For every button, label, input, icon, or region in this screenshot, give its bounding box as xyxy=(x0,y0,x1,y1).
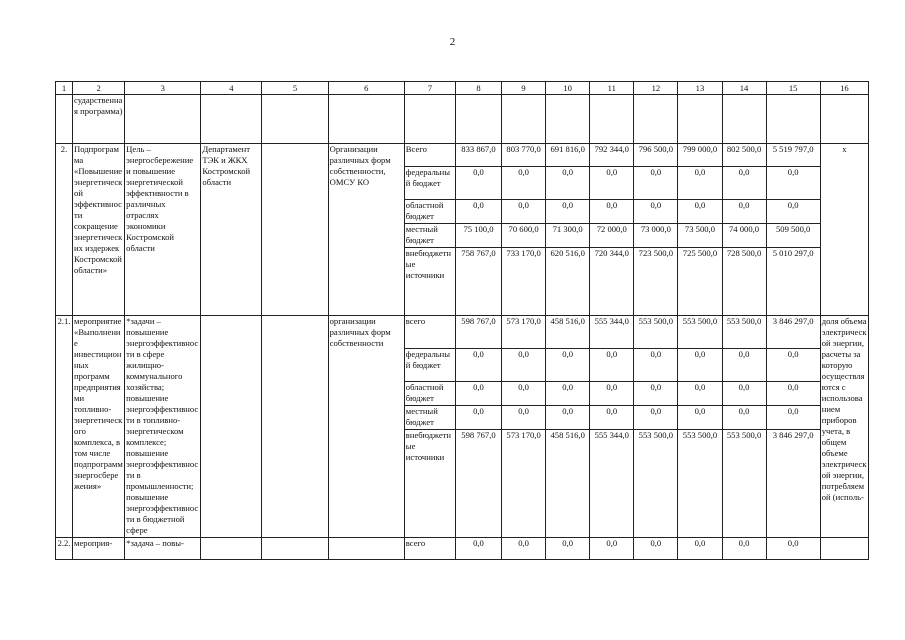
value-cell: 0,0 xyxy=(502,406,546,430)
value-cell: 573 170,0 xyxy=(502,316,546,349)
header-cell: 2 xyxy=(73,82,125,95)
participants-text: организации различных форм собственности xyxy=(328,316,404,538)
value-cell: 72 000,0 xyxy=(590,224,634,248)
value-cell: 0,0 xyxy=(634,406,678,430)
source-label: местный бюджет xyxy=(404,224,455,248)
value-cell: 0,0 xyxy=(546,382,590,406)
value-cell: 0,0 xyxy=(455,167,501,200)
source-label: Всего xyxy=(404,144,455,167)
continued-row xyxy=(56,95,869,144)
table-row xyxy=(56,144,869,167)
value-cell: 458 516,0 xyxy=(546,430,590,538)
header-cell: 8 xyxy=(455,82,501,95)
value-cell: 0,0 xyxy=(766,349,820,382)
goal-text: Цель – энергосбережение и повышение энергетической эффективности в различных отраслях экономики Костромской области xyxy=(125,144,201,316)
value-cell: 3 846 297,0 xyxy=(766,430,820,538)
empty-cell xyxy=(820,538,868,560)
value-cell: 758 767,0 xyxy=(455,248,501,316)
header-cell: 10 xyxy=(546,82,590,95)
value-cell: 553 500,0 xyxy=(634,316,678,349)
value-cell: 0,0 xyxy=(766,200,820,224)
value-cell: 0,0 xyxy=(502,382,546,406)
row-number: 2.2. xyxy=(56,538,73,560)
source-label: внебюджетные источники xyxy=(404,430,455,538)
value-cell: 75 100,0 xyxy=(455,224,501,248)
value-cell: 0,0 xyxy=(590,538,634,560)
value-cell: 796 500,0 xyxy=(634,144,678,167)
header-row xyxy=(56,82,869,95)
empty-cell xyxy=(262,538,328,560)
value-cell: 725 500,0 xyxy=(678,248,722,316)
value-cell: 458 516,0 xyxy=(546,316,590,349)
indicator-text: доля объема электрической энергии, расчеты за которую осуществляются с использованием приборов учета, в общем объеме электрической энергии, потребляемой (исполь- xyxy=(820,316,868,538)
value-cell: 5 519 797,0 xyxy=(766,144,820,167)
header-cell: 7 xyxy=(404,82,455,95)
value-cell: 0,0 xyxy=(546,406,590,430)
value-cell: 0,0 xyxy=(722,167,766,200)
value-cell: 0,0 xyxy=(678,167,722,200)
header-cell: 4 xyxy=(201,82,262,95)
source-label: областной бюджет xyxy=(404,382,455,406)
value-cell: 0,0 xyxy=(766,382,820,406)
value-cell: 73 000,0 xyxy=(634,224,678,248)
value-cell: 0,0 xyxy=(722,406,766,430)
value-cell: 0,0 xyxy=(502,200,546,224)
value-cell: 0,0 xyxy=(502,167,546,200)
value-cell: 0,0 xyxy=(766,167,820,200)
value-cell: 553 500,0 xyxy=(634,430,678,538)
value-cell: 70 600,0 xyxy=(502,224,546,248)
value-cell: 71 300,0 xyxy=(546,224,590,248)
header-cell: 11 xyxy=(590,82,634,95)
value-cell: 0,0 xyxy=(766,538,820,560)
value-cell: 0,0 xyxy=(722,538,766,560)
value-cell: 0,0 xyxy=(546,349,590,382)
value-cell: 620 516,0 xyxy=(546,248,590,316)
header-cell: 5 xyxy=(262,82,328,95)
value-cell: 0,0 xyxy=(455,538,501,560)
value-cell: 553 500,0 xyxy=(678,316,722,349)
header-cell: 14 xyxy=(722,82,766,95)
empty-cell xyxy=(262,316,328,538)
value-cell: 0,0 xyxy=(590,382,634,406)
row-number: 2. xyxy=(56,144,73,316)
value-cell: 573 170,0 xyxy=(502,430,546,538)
tasks-text: *задача – повы- xyxy=(125,538,201,560)
value-cell: 73 500,0 xyxy=(678,224,722,248)
source-label: областной бюджет xyxy=(404,200,455,224)
value-cell: 0,0 xyxy=(634,349,678,382)
value-cell: 555 344,0 xyxy=(590,430,634,538)
value-cell: 0,0 xyxy=(634,538,678,560)
header-cell: 1 xyxy=(56,82,73,95)
value-cell: 803 770,0 xyxy=(502,144,546,167)
value-cell: 0,0 xyxy=(678,349,722,382)
value-cell: 0,0 xyxy=(590,349,634,382)
value-cell: 0,0 xyxy=(634,200,678,224)
value-cell: 728 500,0 xyxy=(722,248,766,316)
value-cell: 802 500,0 xyxy=(722,144,766,167)
value-cell: 0,0 xyxy=(590,406,634,430)
page-number: 2 xyxy=(449,36,456,48)
row-number: 2.1. xyxy=(56,316,73,538)
value-cell: 0,0 xyxy=(634,382,678,406)
value-cell: 720 344,0 xyxy=(590,248,634,316)
value-cell: 555 344,0 xyxy=(590,316,634,349)
value-cell: 833 867,0 xyxy=(455,144,501,167)
value-cell: 0,0 xyxy=(455,382,501,406)
value-cell: 0,0 xyxy=(546,167,590,200)
source-label: местный бюджет xyxy=(404,406,455,430)
value-cell: 0,0 xyxy=(502,349,546,382)
value-cell: 691 816,0 xyxy=(546,144,590,167)
value-cell: 0,0 xyxy=(722,200,766,224)
value-cell: 0,0 xyxy=(590,200,634,224)
source-label: внебюджетные источники xyxy=(404,248,455,316)
value-cell: 509 500,0 xyxy=(766,224,820,248)
budget-table xyxy=(55,81,869,560)
value-cell: 0,0 xyxy=(455,349,501,382)
value-cell: 0,0 xyxy=(722,382,766,406)
header-cell: 13 xyxy=(678,82,722,95)
value-cell: 733 170,0 xyxy=(502,248,546,316)
header-cell: 9 xyxy=(502,82,546,95)
value-cell: 74 000,0 xyxy=(722,224,766,248)
subprogram-name: Подпрограмма «Повышение энергетической эффективности сокращение энергетических издержек Костромской области» xyxy=(73,144,125,316)
value-cell: 598 767,0 xyxy=(455,430,501,538)
value-cell: 0,0 xyxy=(722,349,766,382)
empty-cell xyxy=(328,538,404,560)
header-cell: 16 xyxy=(820,82,868,95)
value-cell: 723 500,0 xyxy=(634,248,678,316)
value-cell: 0,0 xyxy=(590,167,634,200)
measure-name: мероприятие «Выполнение инвестиционных программ предприятиями топливно-энергетического комплекса, в том числе подпрограмм энергосбережения» xyxy=(73,316,125,538)
value-cell: 598 767,0 xyxy=(455,316,501,349)
source-label: федеральный бюджет xyxy=(404,349,455,382)
value-cell: 3 846 297,0 xyxy=(766,316,820,349)
table-row xyxy=(56,316,869,349)
value-cell: 5 010 297,0 xyxy=(766,248,820,316)
source-label: всего xyxy=(404,538,455,560)
value-cell: 553 500,0 xyxy=(722,430,766,538)
value-cell: 0,0 xyxy=(546,200,590,224)
measure-name: мероприя- xyxy=(73,538,125,560)
value-cell: 553 500,0 xyxy=(678,430,722,538)
empty-cell xyxy=(201,316,262,538)
continued-name: сударственная программа) xyxy=(73,95,125,144)
empty-cell xyxy=(262,144,328,316)
value-cell: 0,0 xyxy=(634,167,678,200)
value-cell: 0,0 xyxy=(455,200,501,224)
value-cell: 0,0 xyxy=(678,538,722,560)
source-label: всего xyxy=(404,316,455,349)
header-cell: 12 xyxy=(634,82,678,95)
value-cell: 0,0 xyxy=(766,406,820,430)
table-row xyxy=(56,538,869,560)
value-cell: 0,0 xyxy=(678,406,722,430)
value-cell: 799 000,0 xyxy=(678,144,722,167)
value-cell: 0,0 xyxy=(455,406,501,430)
executor-text: Департамент ТЭК и ЖКХ Костромской области xyxy=(201,144,262,316)
value-cell: 553 500,0 xyxy=(722,316,766,349)
header-cell: 3 xyxy=(125,82,201,95)
value-cell: 0,0 xyxy=(678,382,722,406)
value-cell: 792 344,0 xyxy=(590,144,634,167)
value-cell: 0,0 xyxy=(678,200,722,224)
empty-cell xyxy=(201,538,262,560)
header-cell: 6 xyxy=(328,82,404,95)
participants-text: Организации различных форм собственности, ОМСУ КО xyxy=(328,144,404,316)
tasks-text: *задачи – повышение энергоэффективности в сфере жилищно-коммунального хозяйства; повышение энергоэффективности в топливно-энергетическом комплексе; повышение энергоэффективности в промышленности; повышение энергоэффективности в бюджетной сфере xyxy=(125,316,201,538)
value-cell: 0,0 xyxy=(502,538,546,560)
header-cell: 15 xyxy=(766,82,820,95)
indicator-text: x xyxy=(820,144,868,316)
source-label: федеральный бюджет xyxy=(404,167,455,200)
value-cell: 0,0 xyxy=(546,538,590,560)
